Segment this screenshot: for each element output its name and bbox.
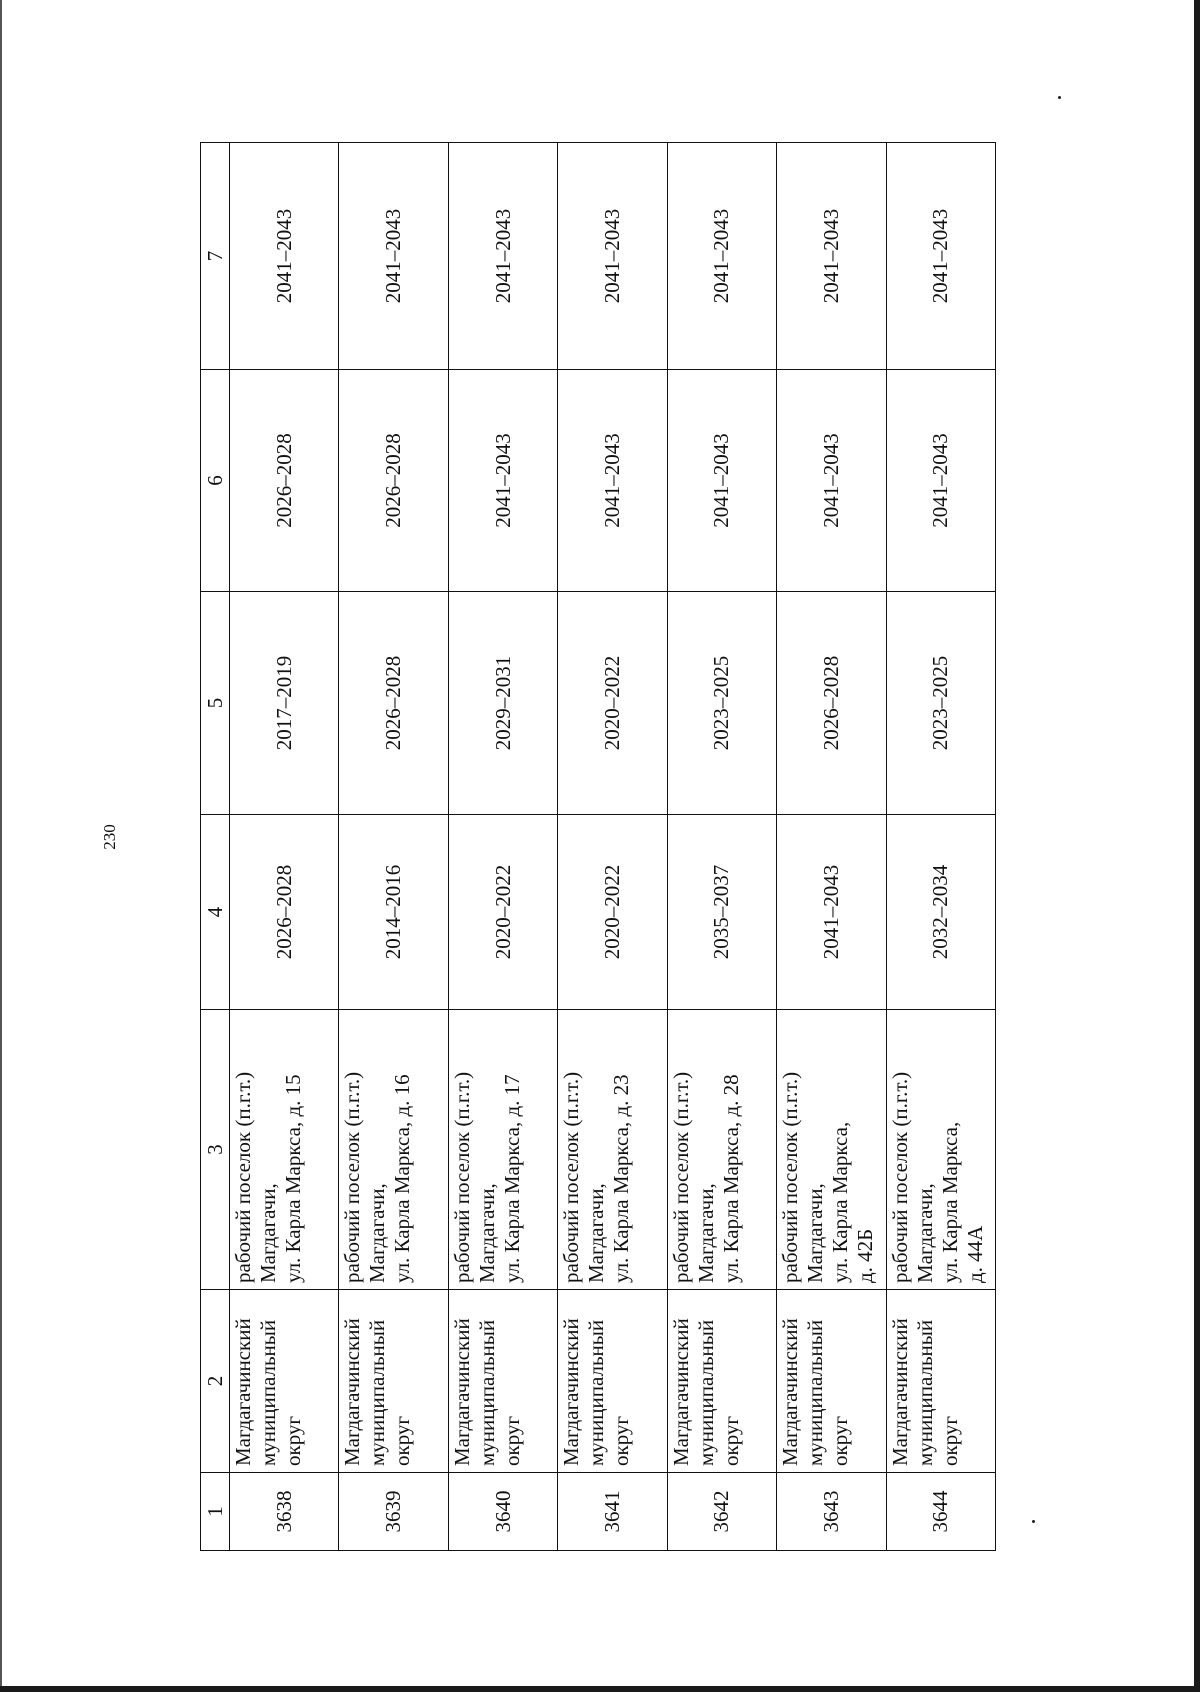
district-line: округ [609,1415,634,1466]
address-line: д. 44А [962,1225,987,1283]
district-cell [448,1290,557,1473]
table-row [777,143,886,1551]
district-line: округ [390,1415,415,1466]
address-line: Магдагачи, [474,1183,499,1283]
address-line: ул. Карла Маркса, д. 17 [499,1074,524,1283]
district-line: муниципальный [256,1319,280,1466]
row-number: 3642 [667,1473,776,1551]
address-line: Магдагачи, [912,1183,937,1283]
period-col7: 2041–2043 [886,143,995,370]
address-cell [448,1010,557,1290]
period-col6: 2041–2043 [667,370,776,592]
scan-edge-bottom [0,1686,1200,1692]
period-col5: 2026–2028 [777,592,886,815]
scan-speck [1032,1520,1035,1523]
column-header: 7 [201,143,230,370]
address-line: рабочий поселок (п.г.т.) [340,1071,365,1283]
district-line: Магдагачинский [231,1318,255,1466]
address-line: Магдагачи, [256,1183,280,1283]
district-line: муниципальный [365,1319,390,1466]
column-header: 6 [201,370,230,592]
period-col6: 2026–2028 [339,370,448,592]
address-cell [777,1010,886,1290]
column-header: 2 [201,1290,230,1473]
district-line: муниципальный [912,1319,937,1466]
period-col4: 2035–2037 [667,815,776,1010]
scan-speck [1058,96,1061,99]
address-line: ул. Карла Маркса, [937,1121,962,1283]
district-line: муниципальный [474,1319,499,1466]
row-number: 3644 [886,1473,995,1551]
address-line: рабочий поселок (п.г.т.) [449,1071,474,1283]
row-number: 3643 [777,1473,886,1551]
district-cell [339,1290,448,1473]
address-line: д. 42Б [853,1228,878,1283]
period-col6: 2041–2043 [448,370,557,592]
row-number: 3638 [230,1473,339,1551]
row-number: 3640 [448,1473,557,1551]
period-col7: 2041–2043 [777,143,886,370]
address-line: рабочий поселок (п.г.т.) [231,1071,255,1283]
table-row [558,143,667,1551]
district-line: муниципальный [803,1319,828,1466]
period-col7: 2041–2043 [667,143,776,370]
period-col5: 2026–2028 [339,592,448,815]
period-col6: 2041–2043 [558,370,667,592]
district-cell [777,1290,886,1473]
address-cell [558,1010,667,1290]
page-number: 230 [100,824,119,850]
district-line: округ [937,1415,962,1466]
period-col7: 2041–2043 [558,143,667,370]
period-col4: 2020–2022 [558,815,667,1010]
table-row [448,143,557,1551]
column-header: 1 [201,1473,230,1551]
period-col5: 2017–2019 [230,592,339,815]
address-line: ул. Карла Маркса, д. 23 [609,1074,634,1283]
address-cell [886,1010,995,1290]
period-col5: 2020–2022 [558,592,667,815]
period-col4: 2014–2016 [339,815,448,1010]
address-line: ул. Карла Маркса, д. 28 [718,1074,743,1283]
period-col4: 2032–2034 [886,815,995,1010]
address-line: ул. Карла Маркса, [828,1121,853,1283]
column-header: 4 [201,815,230,1010]
district-line: округ [828,1415,853,1466]
address-line: рабочий поселок (п.г.т.) [668,1071,693,1283]
address-cell [230,1010,339,1290]
address-line: рабочий поселок (п.г.т.) [559,1071,584,1283]
table-row [339,143,448,1551]
district-line: Магдагачинский [559,1318,584,1466]
district-line: муниципальный [693,1319,718,1466]
address-line: Магдагачи, [803,1183,828,1283]
period-col5: 2023–2025 [886,592,995,815]
district-line: Магдагачинский [449,1318,474,1466]
table-row [667,143,776,1551]
table-row [230,143,339,1551]
column-header: 3 [201,1010,230,1290]
housing-register-table [200,142,996,1551]
scan-edge-right [1194,0,1200,1692]
table-rotated-container [200,143,996,1551]
district-line: Магдагачинский [668,1318,693,1466]
row-number: 3641 [558,1473,667,1551]
period-col6: 2041–2043 [777,370,886,592]
address-cell [339,1010,448,1290]
address-line: ул. Карла Маркса, д. 15 [281,1074,305,1283]
district-cell [558,1290,667,1473]
district-cell [667,1290,776,1473]
period-col4: 2020–2022 [448,815,557,1010]
address-line: ул. Карла Маркса, д. 16 [390,1074,415,1283]
address-line: рабочий поселок (п.г.т.) [887,1071,912,1283]
column-header: 5 [201,592,230,815]
address-line: Магдагачи, [365,1183,390,1283]
period-col7: 2041–2043 [339,143,448,370]
table-row [886,143,995,1551]
address-cell [667,1010,776,1290]
district-line: Магдагачинский [778,1318,803,1466]
district-line: округ [499,1415,524,1466]
address-line: Магдагачи, [693,1183,718,1283]
period-col7: 2041–2043 [448,143,557,370]
period-col4: 2041–2043 [777,815,886,1010]
period-col5: 2029–2031 [448,592,557,815]
period-col5: 2023–2025 [667,592,776,815]
district-line: Магдагачинский [340,1318,365,1466]
table-header-row [201,143,230,1551]
scan-edge-left [0,0,2,1692]
district-line: округ [281,1415,305,1466]
district-cell [886,1290,995,1473]
district-cell [230,1290,339,1473]
district-line: Магдагачинский [887,1318,912,1466]
address-line: Магдагачи, [584,1183,609,1283]
district-line: муниципальный [584,1319,609,1466]
district-line: округ [718,1415,743,1466]
period-col6: 2041–2043 [886,370,995,592]
period-col7: 2041–2043 [230,143,339,370]
address-line: рабочий поселок (п.г.т.) [778,1071,803,1283]
period-col6: 2026–2028 [230,370,339,592]
row-number: 3639 [339,1473,448,1551]
period-col4: 2026–2028 [230,815,339,1010]
